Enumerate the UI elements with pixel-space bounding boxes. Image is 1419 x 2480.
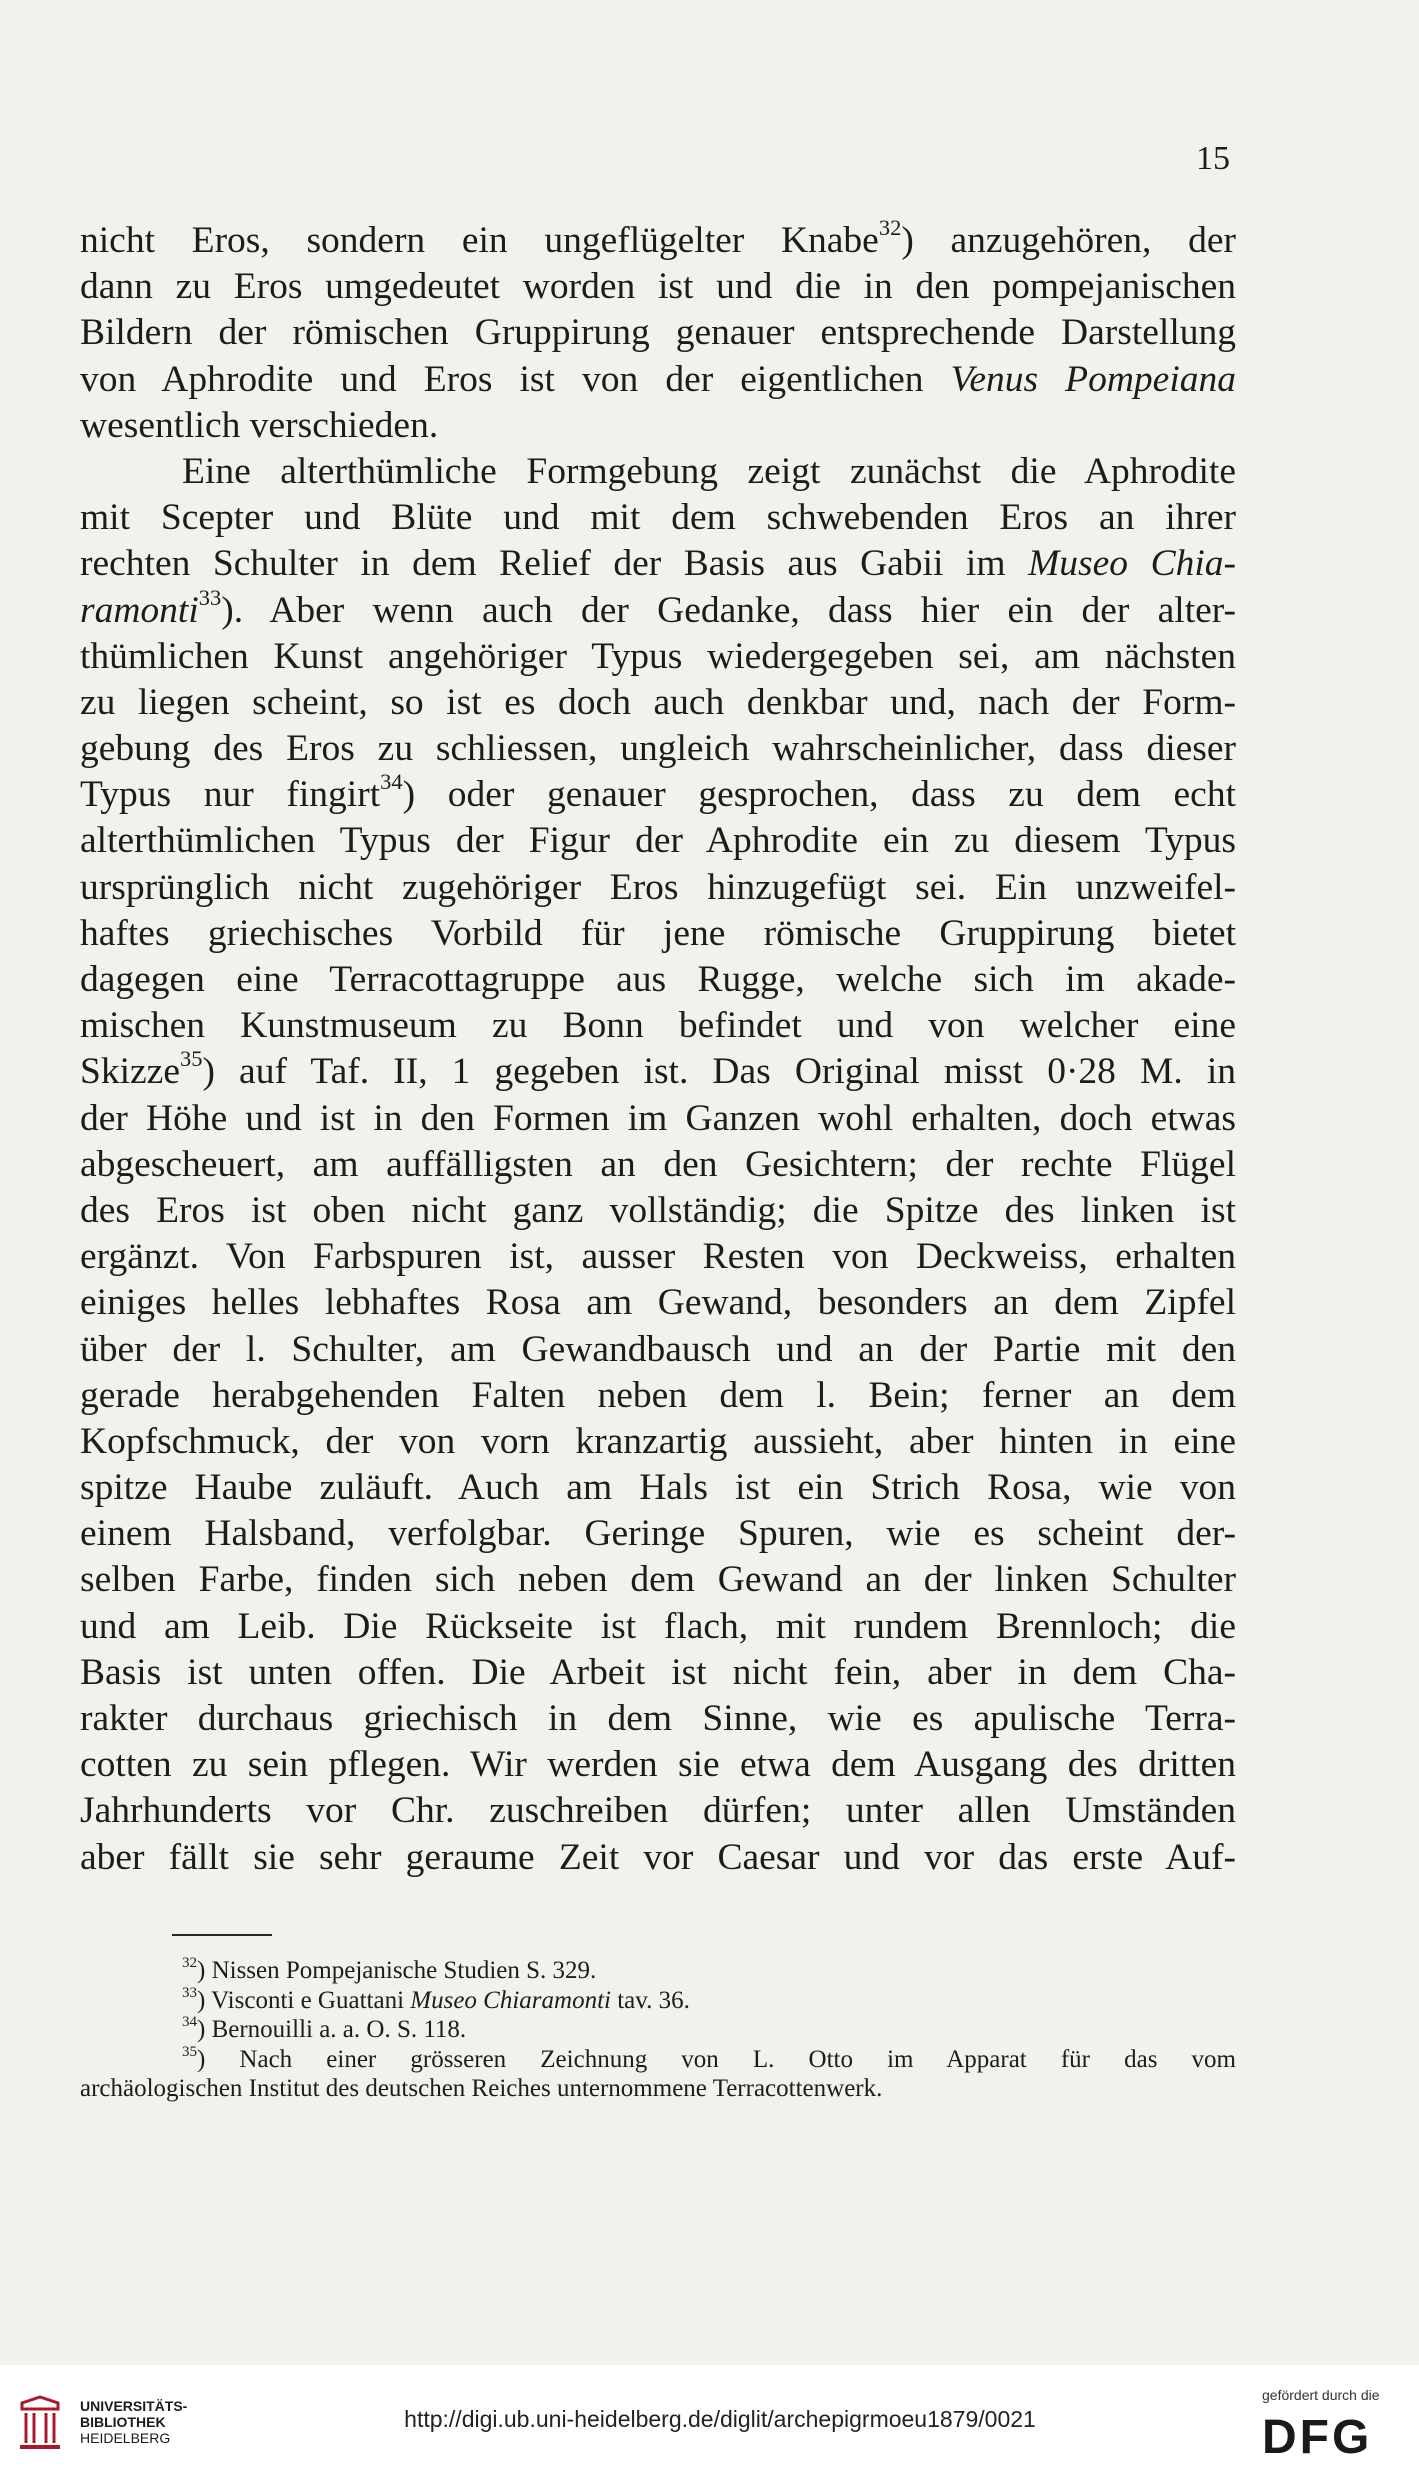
page-number: 15 [1196,140,1230,177]
italic-title: Venus Pompeiana [950,358,1236,400]
text-line: dagegen eine Terracottagruppe aus Rugge, welche sich im akade- [80,959,1236,1000]
text-line: Typus nur fingirt$^{34}$) oder genauer gesprochen, dass zu dem echt [80,772,1236,818]
text-line: von Aphrodite und Eros ist von der eigentlichen Venus Pompeiana [80,358,1236,400]
text-line: alterthümlichen Typus der Figur der Aphrodite ein zu diesem Typus [80,820,1236,862]
text-line: Eine alterthümliche Formgebung zeigt zunächst die Aphrodite [182,450,1236,492]
italic-title: Museo Chia- [1028,543,1236,585]
footnote-mark: 35 [182,2043,197,2060]
text-line: der Höhe und ist in den Formen im Ganzen wohl erhalten, doch etwas [80,1097,1236,1139]
university-library-name: UNIVERSITÄTS- BIBLIOTHEK HEIDELBERG [80,2398,188,2446]
text-line: selben Farbe, finden sich neben dem Gewand an der linken Schulter [80,1559,1236,1601]
text-line: einem Halsband, verfolgbar. Geringe Spuren, wie es scheint der- [80,1513,1236,1555]
dfg-logo: DFG [1262,2411,1373,2464]
text-line: über der l. Schulter, am Gewandbausch und an der Partie mit den [80,1328,1236,1370]
permalink-url[interactable]: http://digi.ub.uni-heidelberg.de/diglit/archepigrmoeu1879/0021 [404,2406,1036,2432]
footnote-ref[interactable]: 34 [380,772,403,795]
text-line: aber fällt sie sehr geraume Zeit vor Caesar und vor das erste Auf- [80,1836,1236,1878]
text-line: zu liegen scheint, so ist es doch auch denkbar und, nach der Form- [80,681,1236,723]
text-line: nicht Eros, sondern ein ungeflügelter Knabe$^{32}$) anzugehören, der [80,218,1236,264]
footnote-35-continued: archäologischen Institut des deutschen Reiches unternommene Terracottenwerk. [80,2075,883,2102]
footnote-ref[interactable]: 33 [198,587,222,610]
text-line: ursprünglich nicht zugehöriger Eros hinzugefügt sei. Ein unzweifel- [80,866,1236,908]
footnote-mark: 34 [182,2013,197,2030]
text-line: abgescheuert, am auffälligsten an den Gesichtern; der rechte Flügel [80,1143,1236,1185]
footnote-mark: 32 [182,1954,197,1971]
footnote-33: $^{33}$) Visconti e Guattani Museo Chiaramonti tav. 36. [182,1984,690,2014]
text-line: Skizze$^{35}$) auf Taf. II, 1 gegeben ist. Das Original misst 0·28 M. in [80,1049,1236,1095]
text-line: Bildern der römischen Gruppirung genauer entsprechende Darstellung [80,312,1236,354]
text-line: dann zu Eros umgedeutet worden ist und die in den pompejanischen [80,266,1236,308]
footnote-34: $^{34}$) Bernouilli a. a. O. S. 118. [182,2013,467,2043]
text-line: haftes griechisches Vorbild für jene römische Gruppirung bietet [80,912,1236,954]
text-line: Kopfschmuck, der von vorn kranzartig aussieht, aber hinten in eine [80,1420,1236,1462]
university-library-logo-icon [14,2395,66,2455]
funding-caption: gefördert durch die [1262,2387,1380,2403]
text-line: einiges helles lebhaftes Rosa am Gewand, besonders an dem Zipfel [80,1282,1236,1324]
text-line: des Eros ist oben nicht ganz vollständig; die Spitze des linken ist [80,1189,1236,1231]
footnote-divider [172,1934,272,1936]
text-line: ergänzt. Von Farbspuren ist, ausser Resten von Deckweiss, erhalten [80,1236,1236,1278]
text-line: und am Leib. Die Rückseite ist flach, mit rundem Brennloch; die [80,1605,1236,1647]
text-line: Basis ist unten offen. Die Arbeit ist nicht fein, aber in dem Cha- [80,1651,1236,1693]
text-line: gebung des Eros zu schliessen, ungleich wahrscheinlicher, dass dieser [80,728,1236,770]
footnote-ref[interactable]: 32 [878,218,902,241]
text-line: cotten zu sein pflegen. Wir werden sie etwa dem Ausgang des dritten [80,1744,1236,1786]
text-line: spitze Haube zuläuft. Auch am Hals ist ein Strich Rosa, wie von [80,1467,1236,1509]
text-line: mischen Kunstmuseum zu Bonn befindet und von welcher eine [80,1005,1236,1047]
text-line: Jahrhunderts vor Chr. zuschreiben dürfen; unter allen Umständen [80,1790,1236,1832]
text-line: rakter durchaus griechisch in dem Sinne, wie es apulische Terra- [80,1698,1236,1739]
text-line: rechten Schulter in dem Relief der Basis aus Gabii im Museo Chia- [80,543,1236,585]
footnotes [80,1956,1236,2104]
footnote-ref[interactable]: 35 [179,1049,203,1072]
text-line: thümlichen Kunst angehöriger Typus wiedergegeben sei, am nächsten [80,635,1236,677]
body-text [80,218,1236,1881]
italic-title: ramonti [80,589,199,631]
footnote-mark: 33 [182,1984,197,2001]
text-line: mit Scepter und Blüte und mit dem schwebenden Eros an ihrer [80,497,1236,539]
footnote-35: $^{35}$) Nach einer grösseren Zeichnung von L. Otto im Apparat für das vom [182,2043,1236,2073]
text-line: gerade herabgehenden Falten neben dem l. Bein; ferner an dem [80,1374,1236,1416]
footnote-32: $^{32}$) Nissen Pompejanische Studien S. 329. [182,1954,597,1984]
text-line: ramonti$^{33}$). Aber wenn auch der Gedanke, dass hier ein der alter- [80,588,1236,634]
text-line: wesentlich verschieden. [80,404,439,446]
